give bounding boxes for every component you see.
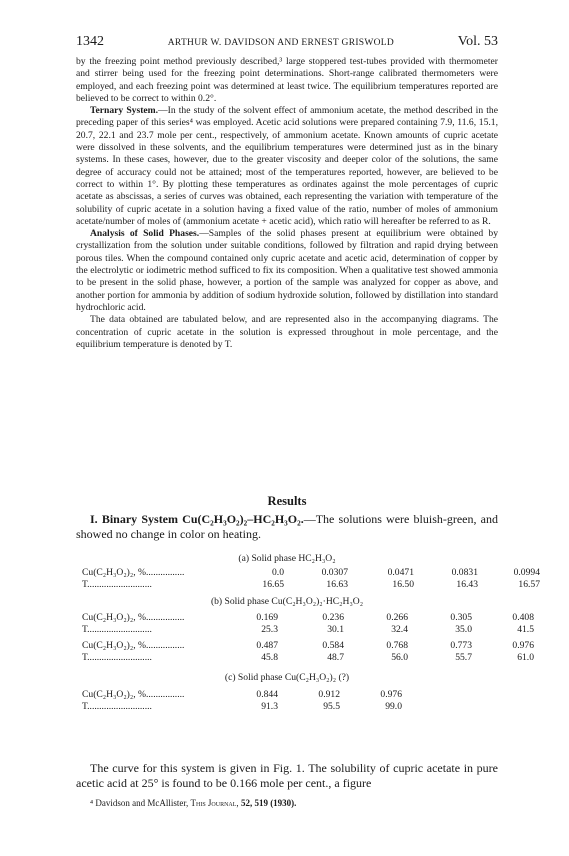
table-cell: 0.773 (450, 640, 472, 651)
table-cell: 0.844 (256, 689, 278, 700)
footnote-journal: This Journal, (190, 798, 239, 808)
table-a-title: (a) Solid phase HC₂H₃O₂ (238, 553, 336, 564)
conc-label: Cu(C₂H₃O₂)₂, %................ (82, 689, 185, 700)
footnote-mark: ⁴ (90, 798, 94, 808)
ternary-system-heading: Ternary System. (90, 105, 159, 117)
table-c-temp-row (76, 701, 498, 713)
table-cell: 16.50 (392, 579, 414, 590)
table-a-conc-row (76, 567, 540, 579)
temp-label: T........................... (82, 624, 152, 635)
table-cell: 16.63 (326, 579, 348, 590)
table-cell: 0.768 (386, 640, 408, 651)
table-cell: 0.305 (450, 612, 472, 623)
ternary-system-text: —In the study of the solvent effect of ammonium acetate, the method described in the preceding paper of this series⁴ was employed. Acetic acid solutions were prepared containing 7.9, 11.6, 15.1, 20.7, 22.1 and 23.7 mole per cent., respectively, of ammonium acetate. Known amounts of cupric acetate were dissolved in these solvents, and the equilibrium temperatures were determined just as in the binary systems. In these cases, however, due to the greater viscosity and deeper color of the solutions, the same degree of accuracy could not be attained; most of the temperatures reported, however, are believed to be correct to within 1°. By plotting these temperatures as ordinates against the mole percentages of cupric acetate as abscissas, a series of curves was obtained, each representing the variation with temperature of the solubility of cupric acetate in a solution having a fixed value of the ratio, number of moles of ammonium acetate/number of moles of (ammonium acetate + acetic acid), which ratio will hereafter be referred to as R. (76, 105, 498, 227)
table-cell: 0.584 (322, 640, 344, 651)
body-text (76, 56, 498, 351)
table-b-conc-row-2 (76, 640, 534, 652)
table-cell: 16.57 (518, 579, 540, 590)
table-cell: 0.169 (256, 612, 278, 623)
table-cell: 0.408 (512, 612, 534, 623)
conc-label: Cu(C₂H₃O₂)₂, %................ (82, 612, 185, 623)
table-cell: 55.7 (455, 652, 472, 663)
paragraph-data-tabulated: The data obtained are tabulated below, and are represented also in the accompanying diagrams. The concentration of cupric acetate in the solution is expressed throughout in mole percentage, and the equilibrium temperature is denoted by T. (76, 314, 498, 350)
table-cell: 0.976 (512, 640, 534, 651)
table-cell: 35.0 (455, 624, 472, 635)
temp-label: T........................... (82, 579, 152, 590)
table-c-conc-row (76, 689, 498, 701)
table-b-temp-row-2 (76, 652, 534, 664)
table-cell: 0.0 (272, 567, 284, 578)
table-cell: 99.0 (385, 701, 402, 712)
conc-label: Cu(C₂H₃O₂)₂, %................ (82, 567, 185, 578)
temp-label: T........................... (82, 652, 152, 663)
table-b-title: (b) Solid phase Cu(C₂H₃O₂)₂·HC₂H₃O₂ (210, 596, 364, 607)
table-cell: 56.0 (391, 652, 408, 663)
table-cell: 30.1 (327, 624, 344, 635)
table-cell: 0.0471 (387, 567, 414, 578)
table-cell: 32.4 (391, 624, 408, 635)
table-cell: 0.236 (322, 612, 344, 623)
table-cell: 91.3 (261, 701, 278, 712)
paragraph-solid-phases (76, 228, 498, 314)
solid-phases-text: —Samples of the solid phases present at equilibrium were obtained by crystallization from the solution under suitable conditions, followed by filtration and rapid drying between porous tiles. When the compound contained only cupric acetate and acetic acid, determination of copper by the electrolytic or iodimetric method sufficed to fix its composition. When a qualitative test showed ammonia to be present in the solid phase, however, a portion of the sample was analyzed for copper as above, and another portion for ammonia by addition of sodium hydroxide solution, followed by distillation into standard hydrochloric acid. (76, 228, 498, 313)
binary-system-text: —The solutions were bluish-green, and showed no change in color on heating. (76, 512, 499, 541)
table-cell: 0.0307 (321, 567, 348, 578)
table-cell: 48.7 (327, 652, 344, 663)
table-b-conc-row-1 (76, 612, 534, 624)
footnote (76, 798, 498, 808)
table-cell: 0.0994 (513, 567, 540, 578)
table-cell: 25.3 (261, 624, 278, 635)
conc-label: Cu(C₂H₃O₂)₂, %................ (82, 640, 185, 651)
table-cell: 0.0831 (451, 567, 478, 578)
footnote-authors: Davidson and McAllister, (95, 798, 189, 808)
table-cell: 0.912 (318, 689, 340, 700)
table-c-title: (c) Solid phase Cu(C₂H₃O₂)₂ (?) (224, 672, 350, 683)
table-a-temp-row (76, 579, 540, 591)
running-head-authors: ARTHUR W. DAVIDSON AND ERNEST GRISWOLD (167, 38, 395, 48)
footnote-ref: 52, 519 (1930). (240, 798, 297, 808)
paragraph-freezing-method: by the freezing point method previously described,³ large stoppered test-tubes provided with thermometer and stirrer being used for the freezing point determinations. Short-range calibrated thermometers were employed, and each freezing point was determined at least twice. The equilibrium temperatures reported are believed to be correct to within 0.2°. (76, 56, 498, 104)
table-cell: 95.5 (323, 701, 340, 712)
table-cell: 41.5 (517, 624, 534, 635)
page-number: 1342 (76, 34, 104, 49)
table-cell: 0.976 (380, 689, 402, 700)
table-cell: 61.0 (517, 652, 534, 663)
binary-system-heading: I. Binary System Cu(C₂H₃O₂)₂–HC₂H₃O₂. (90, 512, 304, 526)
temp-label: T........................... (82, 701, 152, 712)
binary-system-paragraph (76, 512, 498, 542)
results-heading: Results (267, 494, 307, 508)
volume-label: Vol. 53 (457, 34, 498, 49)
table-cell: 45.8 (261, 652, 278, 663)
solid-phases-heading: Analysis of Solid Phases. (90, 228, 200, 240)
table-cell: 16.65 (262, 579, 284, 590)
table-cell: 16.43 (456, 579, 478, 590)
table-cell: 0.487 (256, 640, 278, 651)
running-header (76, 34, 498, 50)
closing-paragraph: The curve for this system is given in Fig. 1. The solubility of cupric acetate in pure acetic acid at 25° is found to be 0.166 mole per cent., a figure (76, 761, 498, 790)
table-b-temp-row-1 (76, 624, 534, 636)
paragraph-ternary-system (76, 105, 498, 228)
table-cell: 0.266 (386, 612, 408, 623)
